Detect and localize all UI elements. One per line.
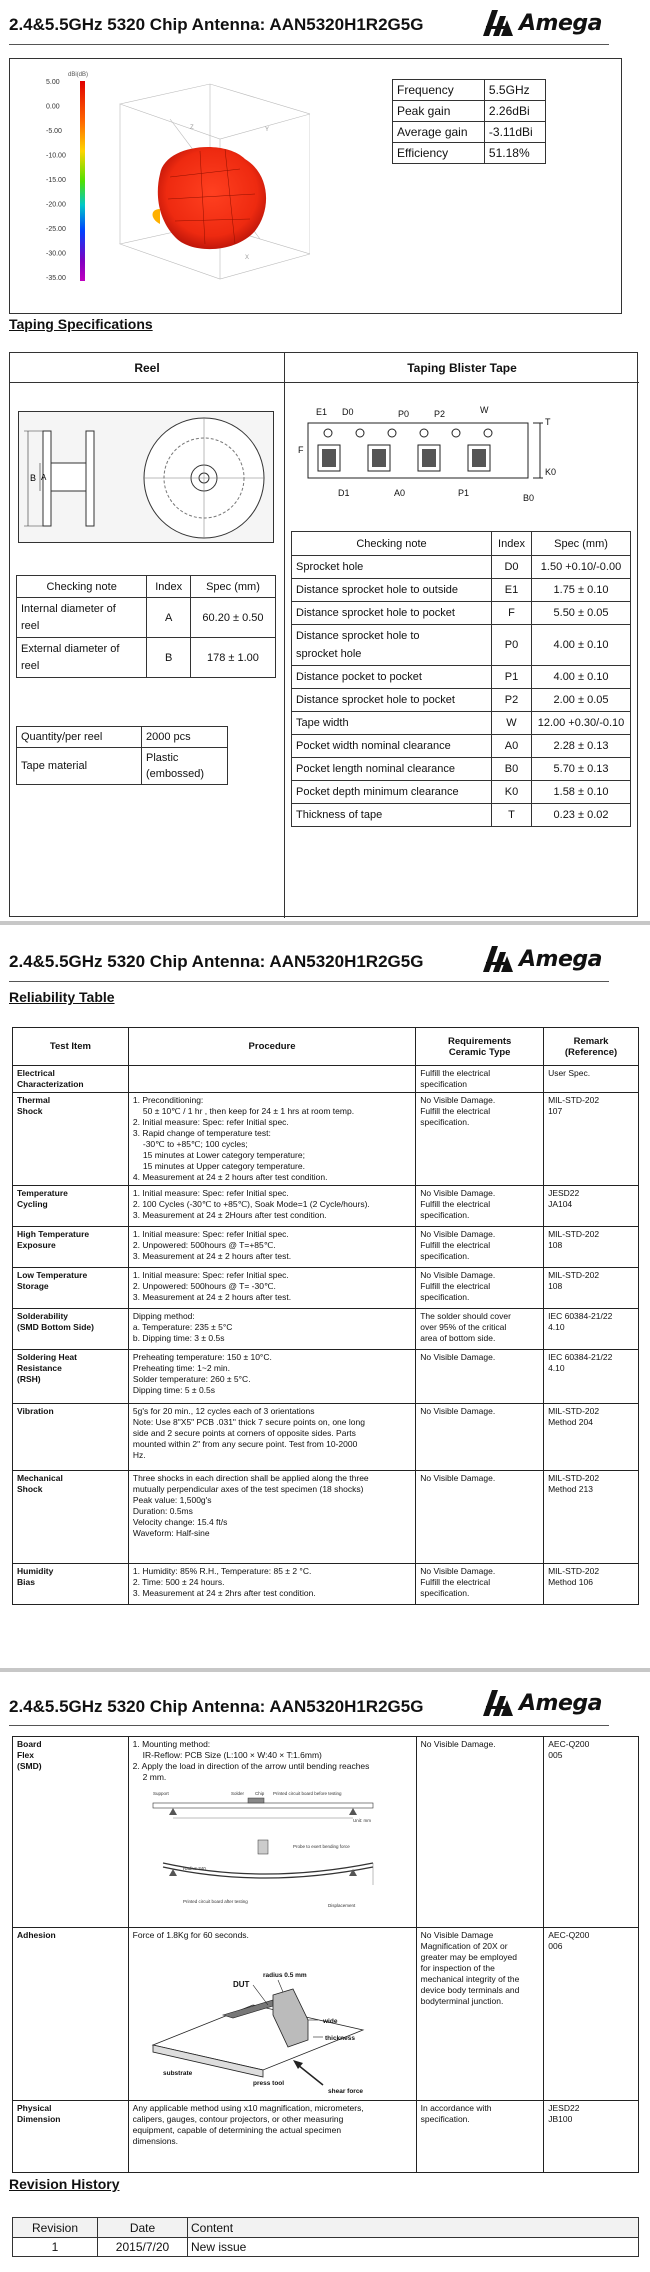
- tape-note: Sprocket hole: [292, 556, 492, 579]
- colorbar-tick-label: -20.00: [46, 201, 66, 209]
- table-row: [13, 1564, 639, 1605]
- revision-col-rev: Revision: [13, 2218, 98, 2238]
- colorbar-tick-label: 0.00: [46, 103, 60, 111]
- svg-text:Chip: Chip: [254, 1791, 264, 1796]
- requirement: No Visible Damage.: [416, 1350, 544, 1404]
- axis-label-y: Y: [265, 127, 270, 133]
- test-item: High Temperature Exposure: [13, 1227, 129, 1268]
- table-row: [292, 579, 631, 602]
- colorbar-tick-label: -5.00: [46, 128, 62, 135]
- test-item: Low Temperature Storage: [13, 1268, 129, 1309]
- svg-text:Solder: Solder: [230, 1791, 244, 1796]
- procedure-board-flex: 1. Mounting method: IR-Reflow: PCB Size (L:100 × W:40 × T:1.6mm) 2. Apply the load in direction of the arrow until bending reaches 2 mm. Support Solder Chip Printed circuit board before testing Unit: mm Probe to exert bending force Radius 340 Printed circuit board after testing Displacement: [128, 1737, 416, 1928]
- colorbar: [80, 81, 85, 281]
- requirement: No Visible Damage. Fulfill the electrical specification.: [416, 1564, 544, 1605]
- test-item: Mechanical Shock: [13, 1471, 129, 1564]
- procedure: Dipping method: a. Temperature: 235 ± 5°C b. Dipping time: 3 ± 0.5s: [128, 1309, 415, 1350]
- tape-index: T: [492, 804, 532, 827]
- tape-spec: 4.00 ± 0.10: [532, 666, 631, 689]
- reel-label-a: A: [41, 473, 47, 482]
- reel-col-index: Index: [147, 576, 191, 598]
- summary-row: [393, 122, 546, 143]
- table-row: [292, 689, 631, 712]
- table-row: [17, 638, 276, 678]
- taping-section-title: Taping Specifications: [9, 316, 153, 332]
- table-row: [13, 1186, 639, 1227]
- remark: MIL-STD-202 Method 213: [544, 1471, 639, 1564]
- brand-logo: [483, 10, 602, 36]
- gain-pattern-surface: [153, 147, 267, 249]
- requirement: No Visible Damage. Fulfill the electrical specification.: [416, 1186, 544, 1227]
- tape-label-p2: P2: [434, 409, 446, 419]
- test-item: Vibration: [13, 1404, 129, 1471]
- svg-text:Radius 340: Radius 340: [182, 1866, 206, 1871]
- tape-index: E1: [492, 579, 532, 602]
- test-item: Humidity Bias: [13, 1564, 129, 1605]
- page-title-3: 2.4&5.5GHz 5320 Chip Antenna: AAN5320H1R2G5G: [9, 1697, 424, 1716]
- tape-spec: 2.28 ± 0.13: [532, 735, 631, 758]
- summary-label: Average gain: [393, 122, 485, 143]
- tape-spec: 1.50 +0.10/-0.00: [532, 556, 631, 579]
- requirement: No Visible Damage.: [416, 1404, 544, 1471]
- requirement-physical-dimension: In accordance with specification.: [416, 2101, 544, 2173]
- tape-col-note: Checking note: [292, 532, 492, 556]
- summary-row: [393, 80, 546, 101]
- reel-col-note: Checking note: [17, 576, 147, 598]
- logo-text: Amega: [519, 1690, 602, 1716]
- svg-text:Unit: mm: Unit: mm: [352, 1818, 371, 1823]
- colorbar-tick-label: 5.00: [46, 79, 60, 86]
- page-separator: [0, 921, 650, 925]
- tape-label-f: F: [298, 445, 304, 455]
- table-row: [13, 1737, 639, 1928]
- procedure: 1. Preconditioning: 50 ± 10℃ / 1 hr , then keep for 24 ± 1 hrs at room temp. 2. Initial measure: Spec: refer Initial spec. 3. Rapid change of temperature test: -30℃ to +85℃; 100 cycles; 15 minutes at Lower category temperature; 15 minutes at Upper category temperature. 4. Measurement at 24 ± 2 hours after test condition.: [128, 1093, 415, 1186]
- table-row: [13, 1227, 639, 1268]
- tape-note: Thickness of tape: [292, 804, 492, 827]
- colorbar-tick-label: -25.00: [46, 226, 66, 233]
- remark: MIL-STD-202 108: [544, 1227, 639, 1268]
- table-row: [292, 735, 631, 758]
- tape-spec: 5.70 ± 0.13: [532, 758, 631, 781]
- colorbar-tick-label: -30.00: [46, 250, 66, 258]
- table-row: [292, 712, 631, 735]
- svg-text:Printed circuit board before t: Printed circuit board before testing: [272, 1791, 342, 1796]
- col-procedure: Procedure: [128, 1028, 415, 1066]
- test-item: Thermal Shock: [13, 1093, 129, 1186]
- tape-label-k0: K0: [545, 467, 557, 477]
- tape-spec: 0.23 ± 0.02: [532, 804, 631, 827]
- requirement: The solder should cover over 95% of the critical area of bottom side.: [416, 1309, 544, 1350]
- test-item: Soldering Heat Resistance (RSH): [13, 1350, 129, 1404]
- procedure-physical-dimension: Any applicable method using x10 magnification, micrometers, calipers, gauges, contour projectors, or other measuring equipment, capable of determining the actual specimen dimensions.: [128, 2101, 416, 2173]
- reliability-table-continued: [12, 1736, 639, 2173]
- radiation-pattern-panel: [9, 58, 622, 314]
- amega-logo-icon: [483, 1690, 513, 1716]
- col-test-item: Test Item: [13, 1028, 129, 1066]
- tape-spec: 4.00 ± 0.10: [532, 625, 631, 666]
- brand-logo-2: [483, 946, 602, 972]
- summary-table: [392, 79, 546, 164]
- reel-note: External diameter of reel: [17, 638, 147, 678]
- requirement: No Visible Damage. Fulfill the electrical specification.: [416, 1093, 544, 1186]
- tape-col-spec: Spec (mm): [532, 532, 631, 556]
- test-item: Temperature Cycling: [13, 1186, 129, 1227]
- summary-value: 5.5GHz: [484, 80, 545, 101]
- requirement: No Visible Damage. Fulfill the electrical specification.: [416, 1227, 544, 1268]
- summary-label: Peak gain: [393, 101, 485, 122]
- tape-label-b0: B0: [523, 493, 535, 503]
- procedure: Three shocks in each direction shall be applied along the three mutually perpendicular axes of the test specimen (18 shocks) Peak value: 1,500g's Duration: 0.5ms Velocity change: 15.4 ft/s Waveform: Half-sine: [128, 1471, 415, 1564]
- tape-spec: 12.00 +0.30/-0.10: [532, 712, 631, 735]
- tape-index: B0: [492, 758, 532, 781]
- table-row: [17, 598, 276, 638]
- page-title-2: 2.4&5.5GHz 5320 Chip Antenna: AAN5320H1R2G5G: [9, 952, 424, 971]
- table-row: [292, 666, 631, 689]
- reel-spec: 60.20 ± 0.50: [190, 598, 275, 638]
- tape-index: A0: [492, 735, 532, 758]
- reel-label-b: B: [30, 473, 37, 483]
- tape-label-t: T: [545, 417, 551, 427]
- tape-label-d0: D0: [342, 407, 354, 417]
- svg-text:Printed circuit board after te: Printed circuit board after testing: [182, 1899, 248, 1904]
- tape-spec: 2.00 ± 0.05: [532, 689, 631, 712]
- tape-spec: 5.50 ± 0.05: [532, 602, 631, 625]
- table-row: [292, 625, 631, 666]
- svg-text:shear force: shear force: [327, 2088, 363, 2095]
- qty-label: Tape material: [17, 748, 142, 785]
- table-row: [17, 748, 228, 785]
- procedure: 1. Initial measure: Spec: refer Initial spec. 2. Unpowered: 500hours @ T= -30℃. 3. Measurement at 24 ± 2 hours after test.: [128, 1268, 415, 1309]
- tape-drawing: [298, 403, 558, 518]
- remark: MIL-STD-202 Method 106: [544, 1564, 639, 1605]
- taping-panel: [9, 352, 638, 917]
- table-row: [13, 2101, 639, 2173]
- tape-index: P0: [492, 625, 532, 666]
- procedure: Preheating temperature: 150 ± 10°C. Preheating time: 1~2 min. Solder temperature: 260 ± 5°C. Dipping time: 5 ± 0.5s: [128, 1350, 415, 1404]
- reel-quantity-table: [16, 726, 228, 785]
- tape-index: K0: [492, 781, 532, 804]
- table-row: [13, 1309, 639, 1350]
- reliability-table: [12, 1027, 639, 1605]
- procedure: 1. Initial measure: Spec: refer Initial spec. 2. 100 Cycles (-30℃ to +85℃), Soak Mode=1 (2 Cycle/hours). 3. Measurement at 24 ± 2Hours after test condition.: [128, 1186, 415, 1227]
- remark: IEC 60384-21/22 4.10: [544, 1350, 639, 1404]
- tape-note: Distance sprocket hole to pocket: [292, 689, 492, 712]
- revision-content: New issue: [188, 2238, 639, 2257]
- procedure-adhesion: Force of 1.8Kg for 60 seconds. DUT radius 0.5 mm wide thickness substrate press tool shear force: [128, 1928, 416, 2101]
- axis-label-x: X: [245, 255, 250, 261]
- revision-table: [12, 2217, 639, 2257]
- tape-spec-table: [291, 531, 631, 827]
- col-remark: Remark (Reference): [544, 1028, 639, 1066]
- summary-value: 51.18%: [484, 143, 545, 164]
- test-item: Solderability (SMD Bottom Side): [13, 1309, 129, 1350]
- tape-index: P2: [492, 689, 532, 712]
- logo-text: Amega: [519, 946, 602, 972]
- table-row: [13, 1093, 639, 1186]
- svg-text:radius 0.5 mm: radius 0.5 mm: [262, 1972, 307, 1979]
- table-row: [292, 602, 631, 625]
- page-title: 2.4&5.5GHz 5320 Chip Antenna: AAN5320H1R2G5G: [9, 15, 424, 34]
- tape-label-d1: D1: [338, 488, 350, 498]
- header-rule: [9, 44, 609, 45]
- remark-adhesion: AEC-Q200 006: [544, 1928, 639, 2101]
- requirement: No Visible Damage.: [416, 1471, 544, 1564]
- remark: MIL-STD-202 108: [544, 1268, 639, 1309]
- tape-note: Distance sprocket hole to outside: [292, 579, 492, 602]
- brand-logo-3: [483, 1690, 602, 1716]
- revision-col-date: Date: [98, 2218, 188, 2238]
- table-row: [13, 2238, 639, 2257]
- svg-text:wide: wide: [322, 2018, 338, 2025]
- revision-section-title: Revision History: [9, 2176, 120, 2192]
- svg-text:Probe to exert bending force: Probe to exert bending force: [292, 1844, 350, 1849]
- svg-text:Support: Support: [152, 1791, 169, 1796]
- remark-board-flex: AEC-Q200 005: [544, 1737, 639, 1928]
- amega-logo-icon: [483, 10, 513, 36]
- reliability-section-title: Reliability Table: [9, 989, 115, 1005]
- remark: MIL-STD-202 Method 204: [544, 1404, 639, 1471]
- reel-col-spec: Spec (mm): [190, 576, 275, 598]
- tape-note: Tape width: [292, 712, 492, 735]
- procedure: 1. Initial measure: Spec: refer Initial spec. 2. Unpowered: 500hours @ T=+85℃. 3. Measurement at 24 ± 2 hours after test.: [128, 1227, 415, 1268]
- colorbar-tick-label: -15.00: [46, 177, 66, 184]
- colorbar-tick-label: -10.00: [46, 152, 66, 160]
- tape-note: Distance sprocket hole to pocket: [292, 602, 492, 625]
- summary-row: [393, 143, 546, 164]
- tape-col-index: Index: [492, 532, 532, 556]
- logo-text: Amega: [519, 10, 602, 36]
- procedure: [128, 1066, 415, 1093]
- tape-label-w: W: [480, 405, 489, 415]
- test-item-board-flex: Board Flex (SMD): [13, 1737, 129, 1928]
- procedure: 1. Humidity: 85% R.H., Temperature: 85 ± 2 °C. 2. Time: 500 ± 24 hours. 3. Measurement at 24 ± 2hrs after test condition.: [128, 1564, 415, 1605]
- remark: JESD22 JA104: [544, 1186, 639, 1227]
- qty-value: Plastic (embossed): [142, 748, 228, 785]
- amega-logo-icon: [483, 946, 513, 972]
- procedure: 5g's for 20 min., 12 cycles each of 3 orientations Note: Use 8"X5" PCB .031" thick 7 secure points on, one long side and 2 secure points at corners of opposite sides. Parts mounted within 2" from any secure point. Test from 10-2000 Hz.: [128, 1404, 415, 1471]
- table-row: [17, 727, 228, 748]
- summary-label: Efficiency: [393, 143, 485, 164]
- reel-index: A: [147, 598, 191, 638]
- table-row: [13, 1268, 639, 1309]
- test-item-physical-dimension: Physical Dimension: [13, 2101, 129, 2173]
- page-separator-2: [0, 1668, 650, 1672]
- tape-spec: 1.75 ± 0.10: [532, 579, 631, 602]
- remark: MIL-STD-202 107: [544, 1093, 639, 1186]
- tape-index: F: [492, 602, 532, 625]
- tape-index: P1: [492, 666, 532, 689]
- axis-label-z: Z: [190, 125, 194, 131]
- tape-note: Distance sprocket hole to sprocket hole: [292, 625, 492, 666]
- test-item: Electrical Characterization: [13, 1066, 129, 1093]
- svg-text:Displacement: Displacement: [327, 1903, 355, 1908]
- svg-text:DUT: DUT: [232, 1980, 250, 1989]
- table-row: [292, 804, 631, 827]
- table-row: [292, 758, 631, 781]
- qty-value: 2000 pcs: [142, 727, 228, 748]
- tape-note: Pocket length nominal clearance: [292, 758, 492, 781]
- requirement-board-flex: No Visible Damage.: [416, 1737, 544, 1928]
- colorbar-unit: dBi(dB): [68, 72, 89, 78]
- tape-index: W: [492, 712, 532, 735]
- table-row: [13, 1066, 639, 1093]
- tape-note: Pocket width nominal clearance: [292, 735, 492, 758]
- tape-note: Distance pocket to pocket: [292, 666, 492, 689]
- remark: User Spec.: [544, 1066, 639, 1093]
- reel-index: B: [147, 638, 191, 678]
- board-flex-diagram: [133, 1785, 403, 1915]
- tape-index: D0: [492, 556, 532, 579]
- radiation-pattern-plot: [10, 59, 310, 315]
- svg-text:thickness: thickness: [324, 2035, 355, 2042]
- summary-value: -3.11dBi: [484, 122, 545, 143]
- table-row: [13, 1928, 639, 2101]
- revision-number: 1: [13, 2238, 98, 2257]
- reel-spec: 178 ± 1.00: [190, 638, 275, 678]
- revision-date: 2015/7/20: [98, 2238, 188, 2257]
- tape-label-p1: P1: [458, 488, 470, 498]
- remark: IEC 60384-21/22 4.10: [544, 1309, 639, 1350]
- svg-text:substrate: substrate: [162, 2070, 192, 2077]
- colorbar-tick-label: -35.00: [46, 275, 66, 282]
- header-rule-2: [9, 981, 609, 982]
- revision-col-content: Content: [188, 2218, 639, 2238]
- table-row: [13, 1404, 639, 1471]
- requirement: No Visible Damage. Fulfill the electrical specification.: [416, 1268, 544, 1309]
- summary-label: Frequency: [393, 80, 485, 101]
- tape-label-p0: P0: [398, 409, 410, 419]
- tape-label-e1: E1: [316, 407, 328, 417]
- col-requirements: Requirements Ceramic Type: [416, 1028, 544, 1066]
- qty-label: Quantity/per reel: [17, 727, 142, 748]
- svg-text:press tool: press tool: [252, 2080, 284, 2087]
- reel-note: Internal diameter of reel: [17, 598, 147, 638]
- header-rule-3: [9, 1725, 609, 1726]
- table-row: [292, 556, 631, 579]
- remark-physical-dimension: JESD22 JB100: [544, 2101, 639, 2173]
- blister-header: Taping Blister Tape: [407, 361, 517, 375]
- reel-drawing: [18, 411, 274, 543]
- summary-row: [393, 101, 546, 122]
- adhesion-diagram: [133, 1945, 403, 2095]
- table-row: [292, 781, 631, 804]
- summary-value: 2.26dBi: [484, 101, 545, 122]
- requirement: Fulfill the electrical specification: [416, 1066, 544, 1093]
- test-item-adhesion: Adhesion: [13, 1928, 129, 2101]
- tape-note: Pocket depth minimum clearance: [292, 781, 492, 804]
- table-row: [13, 1350, 639, 1404]
- reel-header: Reel: [134, 361, 160, 375]
- tape-spec: 1.58 ± 0.10: [532, 781, 631, 804]
- reel-spec-table: [16, 575, 276, 678]
- tape-label-a0: A0: [394, 488, 406, 498]
- table-row: [13, 1471, 639, 1564]
- requirement-adhesion: No Visible Damage Magnification of 20X or greater may be employed for inspection of the mechanical integrity of the device body terminals and bodyterminal junction.: [416, 1928, 544, 2101]
